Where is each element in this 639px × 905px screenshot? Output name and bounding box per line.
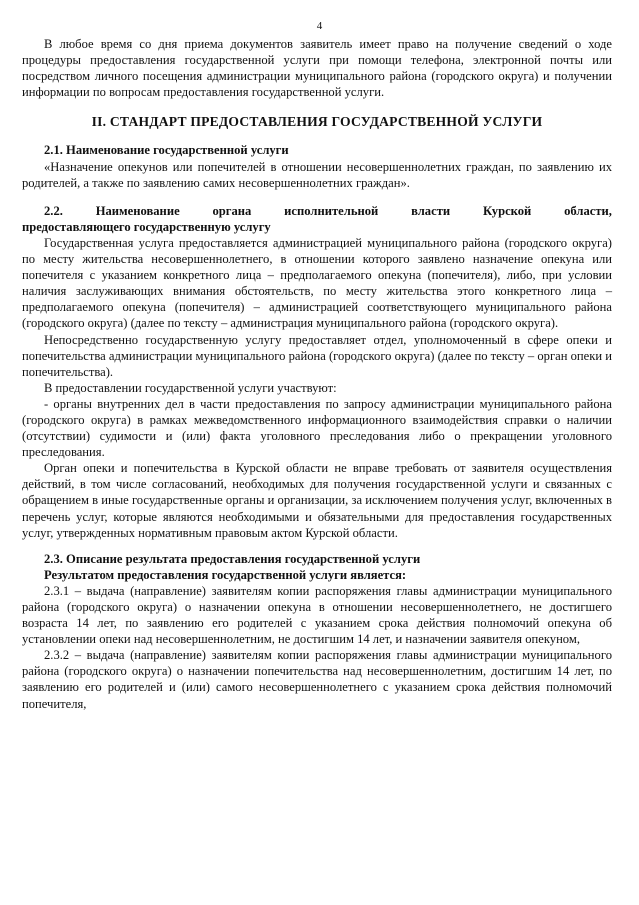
heading-2-2-word: 2.2.: [44, 203, 63, 218]
heading-2-2-word: органа: [212, 203, 252, 218]
heading-2-2-word: Курской: [482, 203, 532, 218]
document-body: [22, 36, 612, 712]
paragraph-2-2-d: - органы внутренних дел в части предоставления по запросу администрации муниципального района (городского округа) в рамках межведомственного информационного взаимодействия справки о наличии (отсутствии) судимости и (или) факта уголовного преследования либо о прекращении уголовного преследования.: [22, 396, 612, 460]
paragraph-2-1: «Назначение опекунов или попечителей в отношении несовершеннолетних граждан, по заявлению их родителей, а также по заявлению самих несовершеннолетних граждан».: [22, 159, 612, 190]
heading-2-2-line2: предоставляющего государственную услугу: [22, 219, 271, 234]
heading-2-3-result: Результатом предоставления государственной услуги является:: [44, 567, 407, 582]
paragraph-2-2-e: Орган опеки и попечительства в Курской области не вправе требовать от заявителя осуществления действий, в том числе согласований, необходимых для получения государственной услуги и связанных с обращением в иные государственные органы и организации, за исключением получения услуг, включенных в перечень услуг, которые являются необходимыми и обязательными для предоставления государственных услуг, утвержденных нормативным правовым актом Курской области.: [22, 461, 612, 540]
paragraph-2-2-b: Непосредственно государственную услугу предоставляет отдел, уполномоченный в сфере опеки и попечительства администрации муниципального района (городского округа) (далее по тексту – орган опеки и попечительства).: [22, 332, 612, 379]
paragraph-2-2-c: В предоставлении государственной услуги участвуют:: [44, 380, 337, 395]
intro-paragraph: В любое время со дня приема документов заявитель имеет право на получение сведений о ходе процедуры предоставления государственной услуги при помощи телефона, электронной почты или посредством личного посещения администрации муниципального района (городского округа) и получении информации по вопросам предоставления государственной услуги.: [22, 37, 612, 100]
heading-2-2-word: области,: [564, 203, 612, 218]
heading-2-1: 2.1. Наименование государственной услуги: [44, 143, 289, 158]
paragraph-2-3-2: 2.3.2 – выдача (направление) заявителям копии распоряжения главы администрации муниципального района (городского округа) о назначении попечительства над несовершеннолетним, достигшим 14 лет, по заявлению его родителей и (или) самого несовершеннолетнего с указанием срока действия полномочий попечителя,: [22, 648, 612, 711]
paragraph-2-2-a: Государственная услуга предоставляется администрацией муниципального района (городского округа) по месту жительства несовершеннолетнего, в отношении которого заявлено назначение опекуна или попечителя с указанием конкретного лица – предполагаемого опекуна (попечителя), либо, при условии наличия заслуживающих внимания обстоятельств, по месту жительства этого конкретного лица – предполагаемого опекуна (попечителя) – администрацией соответствующего муниципального района (городского округа) (далее по тексту – администрация муниципального района (городского округа).: [22, 235, 612, 331]
section-title: II. СТАНДАРТ ПРЕДОСТАВЛЕНИЯ ГОСУДАРСТВЕННОЙ УСЛУГИ: [91, 114, 543, 130]
paragraph-2-3-1: 2.3.1 – выдача (направление) заявителям копии распоряжения главы администрации муниципального района (городского округа) о назначении опекуна в отношении несовершеннолетнего, не достигшего возраста 14 лет, по заявлению его родителей с указанием срока действия полномочий опекуна об установлении опеки над несовершеннолетним, не достигшим 14 лет, и назначении заявителя опекуном,: [22, 583, 612, 647]
heading-2-2-word: исполнительной: [284, 203, 379, 218]
heading-2-2-word: Наименование: [95, 203, 180, 218]
heading-2-2-word: власти: [411, 203, 451, 218]
heading-2-2: [22, 203, 612, 219]
page-number: 4: [316, 20, 323, 32]
heading-2-3: 2.3. Описание результата предоставления государственной услуги: [44, 551, 421, 566]
